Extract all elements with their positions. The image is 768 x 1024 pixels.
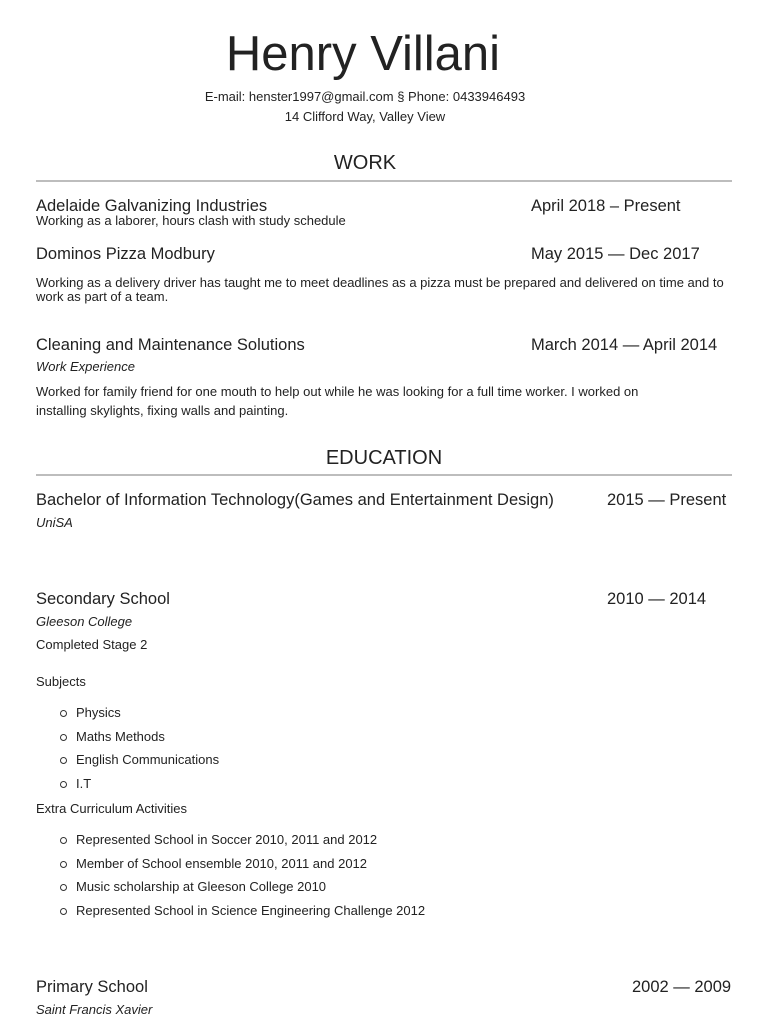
activities-label: Extra Curriculum Activities — [36, 801, 187, 816]
work-entry-employer: Dominos Pizza Modbury — [36, 245, 215, 263]
activities-list — [36, 832, 425, 926]
education-entry-note: Completed Stage 2 — [36, 637, 148, 652]
list-item: Maths Methods — [36, 729, 219, 753]
list-item: I.T — [36, 776, 219, 800]
work-entry-description: Worked for family friend for one mouth to help out while he was looking for a full time worker. I worked on installing skylights, fixing walls and painting. — [36, 384, 639, 418]
candidate-name: Henry Villani — [225, 27, 501, 81]
work-entry-subtitle: Work Experience — [36, 359, 135, 374]
bullet-icon — [60, 861, 67, 868]
work-entry-employer: Cleaning and Maintenance Solutions — [36, 336, 305, 354]
list-item: Music scholarship at Gleeson College 2010 — [36, 879, 425, 903]
work-entry-dates: April 2018 – Present — [531, 197, 681, 215]
bullet-icon — [60, 734, 67, 741]
bullet-icon — [60, 837, 67, 844]
list-item: Member of School ensemble 2010, 2011 and 2012 — [36, 856, 425, 880]
education-entry-dates: 2002 — 2009 — [632, 978, 732, 996]
work-entry-dates: March 2014 — April 2014 — [531, 336, 718, 354]
work-entry-employer: Adelaide Galvanizing Industries — [36, 197, 268, 215]
education-entry-institution: Saint Francis Xavier — [36, 1002, 153, 1017]
work-section-divider — [36, 180, 732, 182]
bullet-icon — [60, 884, 67, 891]
bullet-icon — [60, 781, 67, 788]
list-item: Physics — [36, 705, 219, 729]
list-item: English Communications — [36, 752, 219, 776]
education-entry-institution: Gleeson College — [36, 614, 133, 629]
education-section-heading: EDUCATION — [325, 447, 443, 469]
address-line: 14 Clifford Way, Valley View — [284, 109, 446, 124]
education-entry-dates: 2010 — 2014 — [607, 590, 707, 608]
bullet-icon — [60, 757, 67, 764]
education-section-divider — [36, 474, 732, 476]
education-entry-dates: 2015 — Present — [607, 491, 727, 509]
education-entry-title: Primary School — [36, 978, 148, 996]
bullet-icon — [60, 710, 67, 717]
education-entry-title: Secondary School — [36, 590, 170, 608]
work-section-heading: WORK — [333, 152, 397, 174]
list-item: Represented School in Soccer 2010, 2011 and 2012 — [36, 832, 425, 856]
education-entry-title: Bachelor of Information Technology(Games and Entertainment Design) — [36, 491, 554, 509]
work-entry-description: Working as a laborer, hours clash with study schedule — [36, 213, 346, 228]
bullet-icon — [60, 908, 67, 915]
list-item: Represented School in Science Engineering Challenge 2012 — [36, 903, 425, 927]
work-entry-description: Working as a delivery driver has taught me to meet deadlines as a pizza must be prepared and delivered on time and to work as part of a team. — [36, 275, 724, 304]
subjects-label: Subjects — [36, 674, 86, 689]
subjects-list — [36, 705, 219, 799]
contact-line: E-mail: henster1997@gmail.com § Phone: 0433946493 — [204, 89, 526, 104]
education-entry-institution: UniSA — [36, 515, 73, 530]
work-entry-dates: May 2015 — Dec 2017 — [531, 245, 700, 263]
